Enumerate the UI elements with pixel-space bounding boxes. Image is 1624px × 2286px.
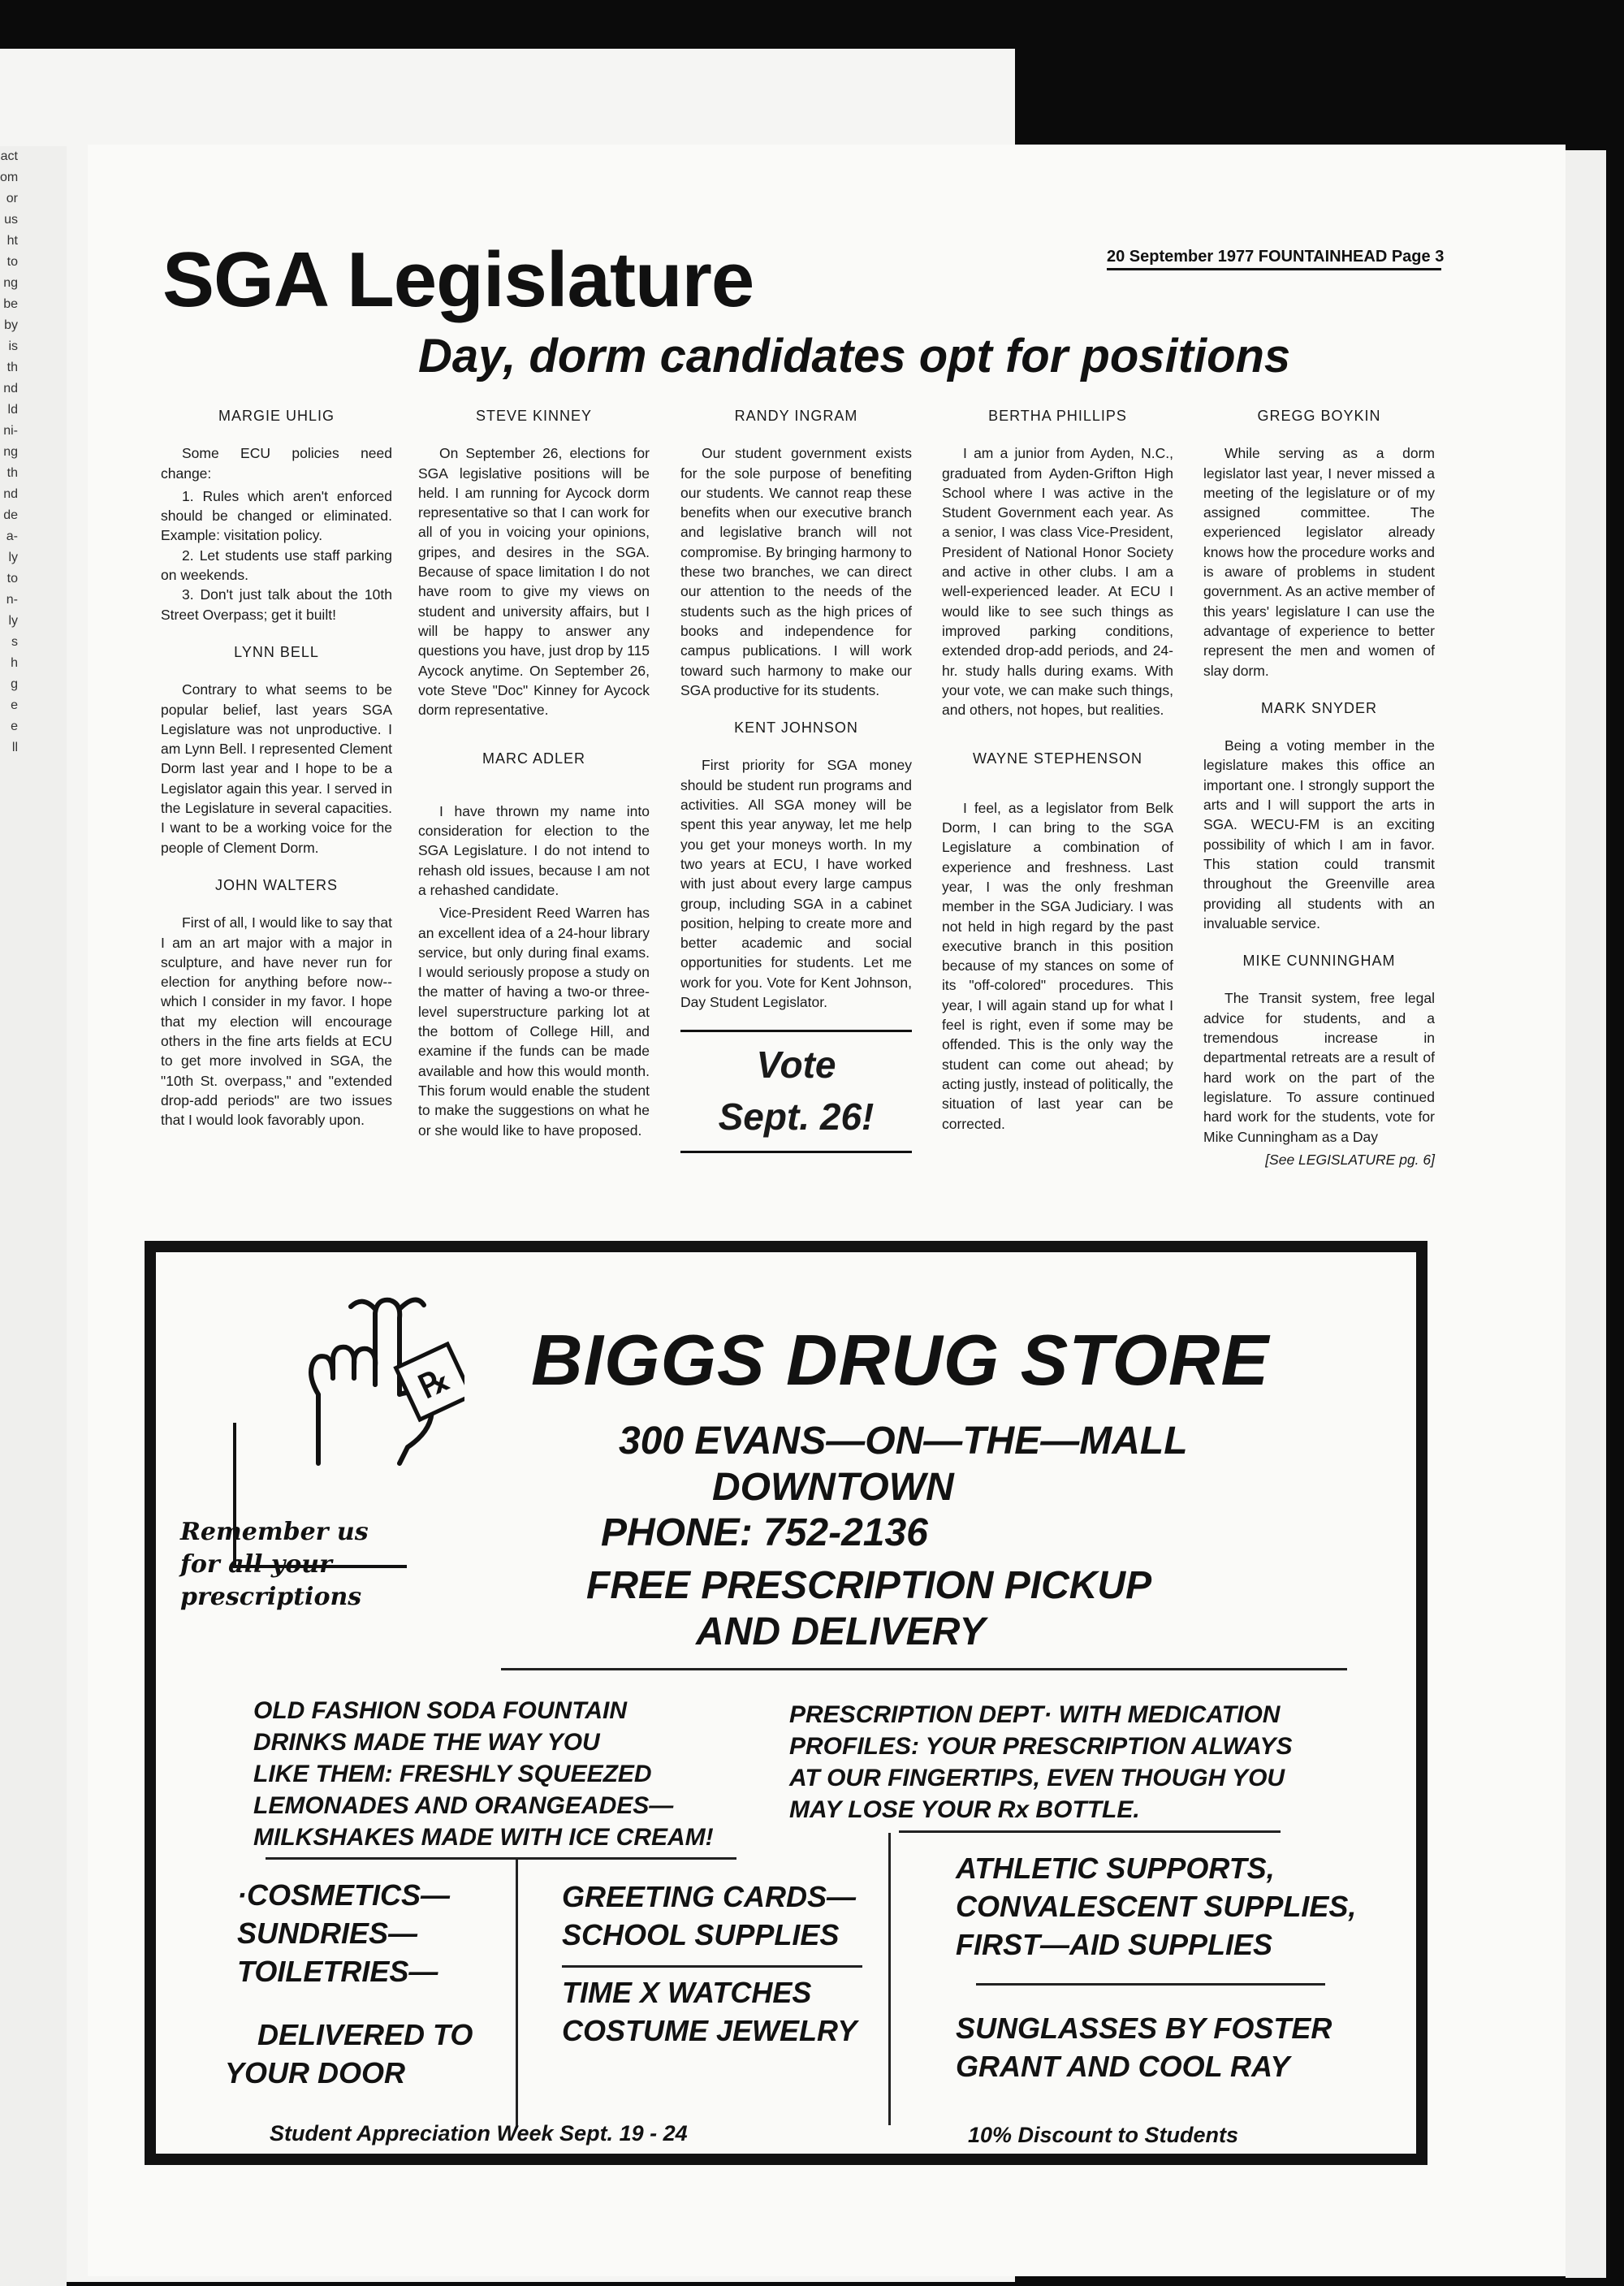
ad-line: FIRST—AID SUPPLIES [956,1928,1273,1961]
list-item: 3. Don't just talk about the 10th Street Overpass; get it built! [161,586,392,623]
candidate-statement: First of all, I would like to say that I am an art major with a major in sculpture, and have never run for election for anything before now--which I consider in my favor. I hope that my election will encourage others in the fine arts fields at ECU to get more involved in SGA, the "10th St. overpass," and "extended drop-add periods" are two issues that I would look favorably upon. [161,914,392,1129]
ad-line: LIKE THEM: FRESHLY SQUEEZED [253,1761,652,1787]
previous-page-strip [0,146,67,2286]
strip-fragment: ll [11,741,18,754]
store-phone: PHONE: 752-2136 [601,1511,928,1554]
ad-line: SCHOOL SUPPLIES [562,1918,840,1951]
candidate-name: MARGIE UHLIG [218,408,335,424]
slogan-line: prescriptions [180,1583,362,1611]
vote-callout [680,1030,912,1153]
ad-line: LEMONADES AND ORANGEADES— [253,1792,674,1819]
ad-line: GREETING CARDS— [562,1880,857,1913]
strip-fragment: be [3,297,18,311]
divider [562,1965,862,1968]
candidate-name: KENT JOHNSON [734,720,858,737]
candidate-statement: Vice-President Reed Warren has an excellent idea of a 24-hour library service, but only during final exams. I would seriously propose a study on the matter of having a two-or three-level superstructure parking lot at the bottom of College Hill, and examine if the funds can be made available and how this would month. This forum would enable the student to make the suggestions on what he or she would like to have proposed. [418,905,650,1139]
soda-fountain-block [253,1695,714,1853]
ad-line: SUNDRIES— [237,1917,418,1950]
strip-fragment: to [6,572,18,586]
candidate-statement: I feel, as a legislator from Belk Dorm, I can bring to the SGA Legislature a combination of experience and freshness. Last year, I was the only freshman member in the SGA Judiciary. I was not held in high regard by the past executive branch in this position because of my stances on some of its "off-colored" procedures. This year, I will again stand up for what I feel is right, even if some may be offended. This is the only way the student can come out ahead; by acting justly, instead of politically, the situation of last year can be corrected. [942,799,1173,1132]
list-item: 1. Rules which aren't enforced should be changed or eliminated. Example: visitation policy. [161,487,392,544]
candidate-name: BERTHA PHILLIPS [988,408,1127,424]
watches-block [562,1973,857,2050]
ad-line: MILKSHAKES MADE WITH ICE CREAM! [253,1824,714,1851]
ad-line: ATHLETIC SUPPORTS, [956,1852,1275,1885]
candidate-statement: Our student government exists for the sole purpose of benefiting our students. We cannot reap these benefits when our executive branch and legislative branch will not compromise. By bringing harmony to these two branches, we can direct our attention to the needs of the students such as the high prices of books and independence for campus publications. I will work toward such harmony to make our SGA productive for its students. [680,445,912,698]
drug-store-ad [145,1241,1427,2165]
column-4 [942,406,1173,1137]
appreciation-week: Student Appreciation Week Sept. 19 - 24 [270,2121,688,2146]
store-address: 300 EVANS—ON—THE—MALL [619,1420,1188,1463]
strip-fragment: h [11,656,18,670]
strip-fragment: ly [8,551,18,564]
strip-fragment: de [3,508,18,522]
store-name: BIGGS DRUG STORE [531,1320,1270,1400]
strip-fragment: by [4,318,18,332]
divider [976,1983,1325,1986]
candidate-name: RANDY INGRAM [734,408,858,424]
strip-fragment: th [6,361,18,374]
dateline: 20 September 1977 FOUNTAINHEAD Page 3 [1107,248,1441,270]
cards-block [562,1878,856,1954]
slogan-line: for all your [180,1550,332,1579]
strip-fragment: or [6,192,18,205]
strip-fragment: ng [3,276,18,290]
subheadline: Day, dorm candidates opt for positions [418,330,1291,382]
pickup-line: FREE PRESCRIPTION PICKUP [586,1564,1152,1607]
strip-fragment: a- [6,529,18,543]
ad-line: PROFILES: YOUR PRESCRIPTION ALWAYS [789,1733,1293,1760]
candidate-statement: On September 26, elections for SGA legislative positions will be held. I am running for Aycock dorm representative so that I can work for all of you in voicing your opinions, gripes, and desires in the SGA. Because of space limitation I do not have room to give my views on student and university affairs, but I will be happy to answer any questions you have, just drop by 115 Aycock anytime. On September 26, vote Steve "Doc" Kinney for Aycock dorm representative. [418,445,650,719]
strip-fragment: e [11,720,18,733]
candidate-name: MIKE CUNNINGHAM [1242,953,1396,970]
candidate-name: WAYNE STEPHENSON [972,750,1143,767]
candidate-name: MARC ADLER [482,750,586,767]
divider [516,1860,518,2128]
strip-fragment: om [0,171,19,184]
strip-fragment: ng [3,445,18,459]
ad-line: COSTUME JEWELRY [562,2014,857,2047]
strip-fragment: g [11,677,18,691]
strip-fragment: e [11,698,18,712]
candidate-name: LYNN BELL [234,643,319,660]
store-location: DOWNTOWN [712,1466,954,1509]
vote-text: Vote [756,1044,836,1087]
candidate-name: MARK SNYDER [1260,699,1378,716]
ad-line: GRANT AND COOL RAY [956,2050,1290,2083]
divider [899,1830,1281,1833]
candidate-statement: I have thrown my name into consideration for election to the SGA Legislature. I do not intend to rehash old issues, because I am not a rehashed candidate. [418,802,650,898]
continued-line: [See LEGISLATURE pg. 6] [1265,1151,1435,1168]
divider [888,1833,891,2125]
ad-line: CONVALESCENT SUPPLIES, [956,1890,1357,1923]
ad-line: DRINKS MADE THE WAY YOU [253,1729,600,1756]
strip-fragment: n- [6,593,18,607]
candidate-statement: I am a junior from Ayden, N.C., graduated from Ayden-Grifton High School where I was active in the Student Government each year. As a senior, I was class Vice-President, President of National Honor Society and active in other clubs. I am a well-experienced leader. At ECU I would like to see such things as improved parking conditions, extended drop-add periods, and 24-hr. study halls during exams. With your vote, we can make such things, and others, not hopes, but realities. [942,445,1173,719]
ad-line: ·COSMETICS— [237,1878,451,1912]
strip-fragment: nd [3,382,18,395]
slogan-line: Remember us [180,1518,369,1546]
column-1 [161,406,392,1134]
strip-fragment: ld [7,403,18,417]
sunglasses-block [956,2009,1332,2085]
strip-fragment: nd [3,487,18,501]
prescription-dept-block [789,1699,1293,1826]
candidate-statement: Being a voting member in the legislature makes this office an important one. I strongly support the arts and I will support the arts in SGA. WECU-FM is an exciting possibility of which I am in favor. This station could transmit throughout the Greenville area providing all students with an invaluable service. [1203,737,1435,931]
column-5 [1203,406,1435,1173]
ad-line: AT OUR FINGERTIPS, EVEN THOUGH YOU [789,1765,1285,1791]
strip-fragment: is [8,339,18,353]
ad-line: TOILETRIES— [237,1955,438,1988]
vote-date: Sept. 26! [718,1095,875,1139]
strip-fragment: us [4,213,18,227]
delivered-block [225,2016,473,2092]
page-title: SGA Legislature [162,236,754,323]
list-item: 2. Let students use staff parking on weekends. [161,547,392,584]
strip-fragment: th [6,466,18,480]
strip-fragment: ly [8,614,18,628]
candidate-statement: Some ECU policies need change: [161,445,392,482]
ad-line: DELIVERED TO [257,2018,473,2051]
handwritten-slogan [180,1516,369,1614]
cosmetics-block [237,1876,450,1990]
candidate-name: GREGG BOYKIN [1257,408,1381,424]
ad-line: SUNGLASSES BY FOSTER [956,2012,1332,2045]
column-2 [418,406,650,1143]
candidate-statement: First priority for SGA money should be student run programs and activities. All SGA money will be spent this year anyway, let me help you get your moneys worth. In my two years at ECU, I have worked with just about every large campus group, including SGA in a cabinet position, helping to create more and better academic and social opportunities for students. Let me work for you. Vote for Kent Johnson, Day Student Legislator. [680,757,912,1011]
ad-line: PRESCRIPTION DEPT· WITH MEDICATION [789,1701,1281,1728]
candidate-statement: While serving as a dorm legislator last year, I never missed a meeting of the legislature or of my assigned committee. The experienced legislator already knows how the procedure works and is aware of problems in student government. As an active member of this years' legislature I can use the advantage of experience to better represent the men and women of slay dorm. [1203,445,1435,679]
column-3 [680,406,912,1153]
strip-fragment: s [11,635,18,649]
strip-fragment: to [6,255,18,269]
delivery-line: AND DELIVERY [696,1610,986,1653]
divider [266,1857,736,1860]
ad-line: YOUR DOOR [225,2056,406,2089]
strip-fragment: act [0,149,18,163]
strip-fragment: ht [6,234,18,248]
divider [501,1668,1347,1670]
student-discount: 10% Discount to Students [968,2123,1239,2147]
athletic-block [956,1849,1356,1964]
ad-line: MAY LOSE YOUR Rx BOTTLE. [789,1796,1140,1823]
page-edge [1566,150,1606,2278]
candidate-statement: Contrary to what seems to be popular belief, last years SGA Legislature was not unproductive. I am Lynn Bell. I represented Clement Dorm last year and I hope to be a Legislator again this year. I served in the Legislature in several capacities. I want to be a working voice for the people of Clement Dorm. [161,681,392,856]
svg-text:℞: ℞ [412,1359,456,1407]
candidate-name: STEVE KINNEY [475,408,593,424]
candidate-name: JOHN WALTERS [214,876,338,893]
ad-line: TIME X WATCHES [562,1976,812,2009]
candidate-statement: The Transit system, free legal advice for students, and a tremendous increase in departmental retreats are a result of hard work on the part of the legislature. To assure continued hard work for the students, vote for Mike Cunningham as a Day [1203,990,1435,1145]
ad-line: OLD FASHION SODA FOUNTAIN [253,1697,627,1724]
strip-fragment: ni- [3,424,18,438]
